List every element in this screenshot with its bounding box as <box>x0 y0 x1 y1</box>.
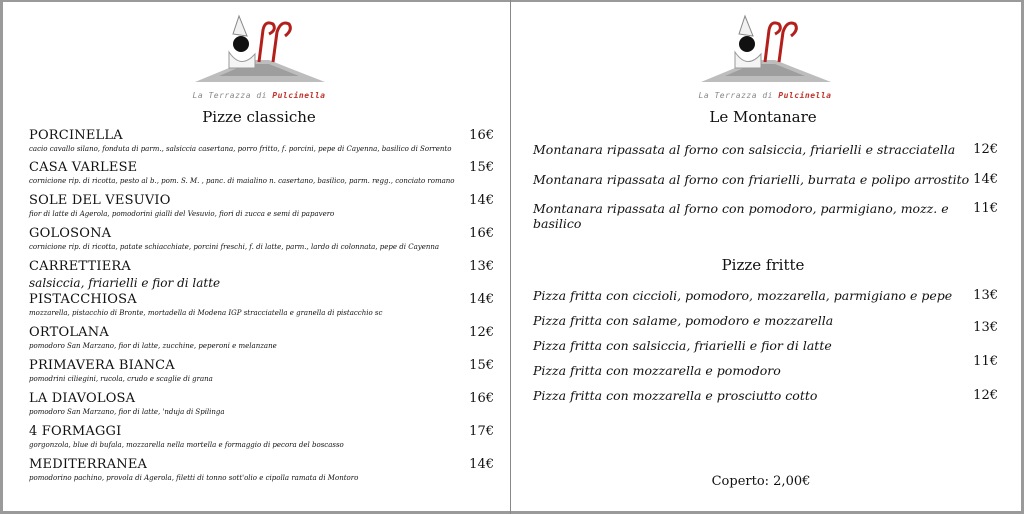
pizza-name: 4 FORMAGGI <box>29 424 122 439</box>
fritta-item <box>533 388 998 403</box>
pizza-price: 16€ <box>469 391 494 406</box>
pizza-description: cacio cavallo silano, fonduta di parm., salsiccia casertana, porro fritto, f. porcini, pepe di Cayenna, basilico di Sorrento <box>29 145 452 153</box>
pizza-price: 15€ <box>469 160 494 175</box>
fritta-name: Pizza fritta con ciccioli, pomodoro, mozzarella, parmigiano e pepe <box>533 288 953 303</box>
pizza-name: PRIMAVERA BIANCA <box>29 358 175 373</box>
pizza-item <box>29 424 494 449</box>
pizza-name: PISTACCHIOSA <box>29 292 137 307</box>
fritta-item <box>533 313 998 335</box>
pizza-description: cornicione rip. di ricotta, patate schiacchiate, porcini freschi, f. di latte, parm., lardo di colonnata, pepe di Cayenna <box>29 243 440 251</box>
montanara-item <box>533 172 998 187</box>
pizza-name: GOLOSONA <box>29 226 112 241</box>
montanara-item <box>533 142 998 157</box>
pizza-item <box>29 160 494 185</box>
pizza-price: 16€ <box>469 128 494 143</box>
menu-page-right <box>511 0 1024 514</box>
fritta-price: 13€ <box>973 288 998 303</box>
pizza-price: 14€ <box>469 457 494 472</box>
pizza-description: cornicione rip. di ricotta, pesto al b., pom. S. M. , panc. di maialino n. casertano, basilico, parm. regg., conciato romano <box>29 177 455 185</box>
montanara-name: Montanara ripassata al forno con salsiccia, friarielli e stracciatella <box>533 142 956 157</box>
pizza-price: 14€ <box>469 193 494 208</box>
pizza-name: SOLE DEL VESUVIO <box>29 193 171 208</box>
pizza-item <box>29 259 494 290</box>
section-title-pizze-fritte: Pizze fritte <box>721 256 805 274</box>
coperto-charge: Coperto: 2,00€ <box>711 474 811 489</box>
pizza-item <box>29 457 494 482</box>
logo-wordmark: La Terrazza di Pulcinella <box>192 91 326 100</box>
menu-page-left <box>0 0 510 514</box>
fritta-item <box>533 338 998 353</box>
pizza-item <box>29 193 494 218</box>
pulcinella-logo <box>189 10 329 100</box>
pizza-description: pomodoro San Marzano, fior di latte, zucchine, peperoni e melanzane <box>29 342 277 350</box>
pizza-price: 15€ <box>469 358 494 373</box>
pizza-description: salsiccia, friarielli e fior di latte <box>29 276 221 290</box>
pizza-item <box>29 358 494 383</box>
fritta-item <box>533 288 998 303</box>
pizza-name: CASA VARLESE <box>29 160 138 175</box>
pizza-name: MEDITERRANEA <box>29 457 148 472</box>
montanara-name: Montanara ripassata al forno con pomodoro, parmigiano, mozz. e basilico <box>533 201 949 231</box>
fritta-price: 13€ <box>973 320 998 335</box>
fritta-price: 12€ <box>973 388 998 403</box>
pizza-description: pomodorino pachino, provola di Agerola, filetti di tonno sott'olio e cipolla ramata di Montoro <box>29 474 359 482</box>
montanara-item <box>533 201 998 231</box>
fritta-name: Pizza fritta con salame, pomodoro e mozzarella <box>533 313 834 328</box>
pizza-price: 14€ <box>469 292 494 307</box>
pizza-item <box>29 226 494 251</box>
pizza-description: fior di latte di Agerola, pomodorini gialli del Vesuvio, fiori di zucca e semi di papavero <box>29 210 335 218</box>
pizza-price: 12€ <box>469 325 494 340</box>
pizza-price: 13€ <box>469 259 494 274</box>
pulcinella-logo-icon <box>189 10 329 90</box>
pizza-price: 16€ <box>469 226 494 241</box>
pizza-name: LA DIAVOLOSA <box>29 391 136 406</box>
pizza-item <box>29 292 494 317</box>
fritta-name: Pizza fritta con mozzarella e prosciutto cotto <box>533 388 818 403</box>
fritta-item <box>533 354 998 378</box>
pizza-description: pomodrini ciliegini, rucola, crudo e scaglie di grana <box>29 375 213 383</box>
pizza-name: ORTOLANA <box>29 325 109 340</box>
pizza-description: gorgonzola, blue di bufala, mozzarella nella mortella e formaggio di pecora del boscasso <box>29 441 344 449</box>
montanara-price: 12€ <box>973 142 998 157</box>
logo-wordmark: La Terrazza di Pulcinella <box>698 91 832 100</box>
pizza-price: 17€ <box>469 424 494 439</box>
fritta-name: Pizza fritta con salsiccia, friarielli e fior di latte <box>533 338 832 353</box>
fritta-price: 11€ <box>973 354 998 369</box>
montanara-name: Montanara ripassata al forno con friarielli, burrata e polipo arrostito <box>533 172 970 187</box>
pizza-item <box>29 391 494 416</box>
fritta-name: Pizza fritta con mozzarella e pomodoro <box>533 363 781 378</box>
pulcinella-logo-icon <box>695 10 835 90</box>
section-title-pizze-classiche: Pizze classiche <box>202 108 316 126</box>
pizza-name: PORCINELLA <box>29 128 123 143</box>
montanara-price: 14€ <box>973 172 998 187</box>
pizza-name: CARRETTIERA <box>29 259 131 274</box>
montanara-price: 11€ <box>973 201 998 216</box>
section-title-montanare: Le Montanare <box>709 108 817 126</box>
pizza-item <box>29 128 494 153</box>
pizza-description: mozzarella, pistacchio di Bronte, mortadella di Modena IGP stracciatella e granella di pistacchio sc <box>29 309 383 317</box>
pulcinella-logo <box>695 10 835 100</box>
pizza-item <box>29 325 494 350</box>
pizza-description: pomodoro San Marzano, fior di latte, 'nduja di Spilinga <box>29 408 225 416</box>
